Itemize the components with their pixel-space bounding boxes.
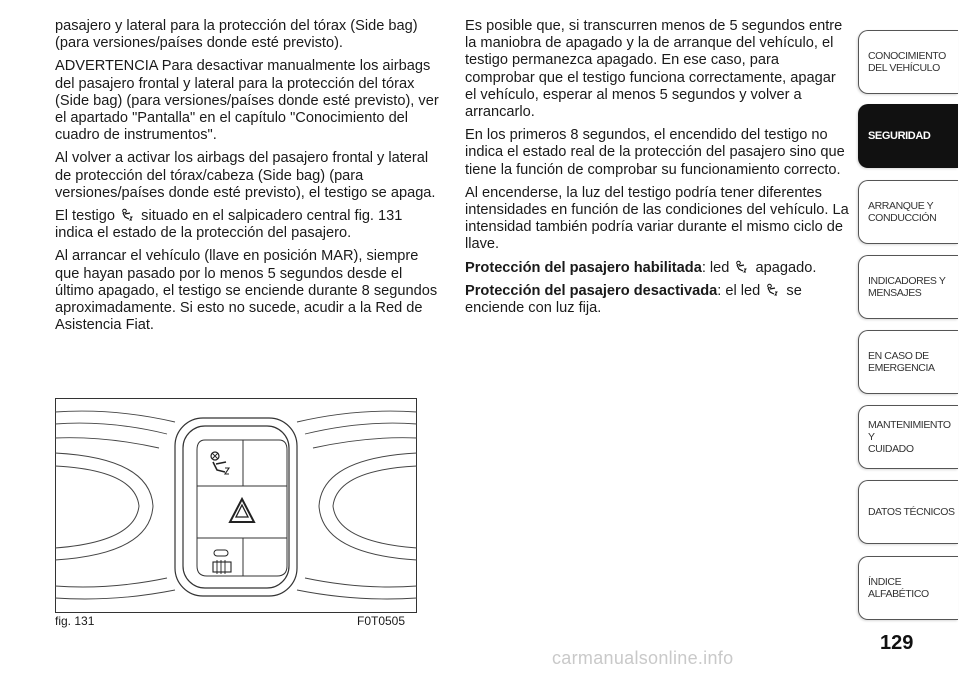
page-number: 129 bbox=[880, 632, 914, 654]
figure-code: F0T0505 bbox=[357, 614, 406, 628]
tab-indice-alfabetico[interactable] bbox=[858, 556, 958, 620]
paragraph: Al arrancar el vehículo (llave en posición MAR), siempre que hayan pasado por lo menos 5 segundos desde el último apagado, el testigo se enciende durante 8 segundos aproximadamente. Si esto no sucede, acudir a la Red de Asistencia Fiat. bbox=[55, 248, 438, 334]
paragraph: pasajero y lateral para la protección del tórax (Side bag) (para versiones/países donde esté previsto). bbox=[55, 18, 418, 52]
paragraph: Es posible que, si transcurren menos de 5 segundos entre la maniobra de apagado y la de arranque del vehículo, el testigo permanezca apagado. En ese caso, para comprobar que el testigo funciona correctamente, apagar el vehículo, esperar al menos 5 segundos y volver a arrancarlo. bbox=[465, 18, 843, 121]
tab-label: EN CASO DE EMERGENCIA bbox=[868, 350, 935, 374]
passenger-airbag-off-icon bbox=[735, 260, 749, 274]
watermark-text: carmanualsonline.info bbox=[552, 648, 734, 668]
tab-label: CONOCIMIENTO DEL VEHÍCULO bbox=[868, 50, 946, 74]
paragraph bbox=[465, 283, 850, 317]
tab-emergencia[interactable] bbox=[858, 330, 958, 394]
tab-seguridad[interactable] bbox=[858, 104, 958, 168]
tab-conocimiento-vehiculo[interactable] bbox=[858, 30, 958, 94]
tab-arranque-conduccion[interactable] bbox=[858, 180, 958, 244]
paragraph: Al encenderse, la luz del testigo podría tener diferentes intensidades en función de las condiciones del vehículo. La intensidad también podría variar durante el mismo ciclo de llave. bbox=[465, 184, 849, 253]
text: se enciende con luz fija. bbox=[465, 282, 802, 317]
paragraph bbox=[465, 260, 850, 277]
tab-indicadores-mensajes[interactable] bbox=[858, 255, 958, 319]
chapter-tabs bbox=[858, 0, 960, 678]
passenger-airbag-off-icon bbox=[766, 283, 780, 297]
paragraph: ADVERTENCIA Para desactivar manualmente los airbags del pasajero frontal y lateral para la protección del tórax (Side bag) (para versiones/países donde esté previsto), ver el apartado "Pantalla" en el capítulo "Conocimiento del cuadro de instrumentos". bbox=[55, 58, 439, 144]
tab-label: ÍNDICE ALFABÉTICO bbox=[868, 576, 929, 600]
text: El testigo bbox=[55, 208, 116, 225]
tab-label: INDICADORES Y MENSAJES bbox=[868, 275, 946, 299]
tab-label: DATOS TÉCNICOS bbox=[868, 506, 955, 518]
paragraph: En los primeros 8 segundos, el encendido del testigo no indica el estado real de la protección del pasajero sino que tiene la función de comprobar su funcionamiento correcto. bbox=[465, 127, 845, 178]
text: apagado. bbox=[755, 259, 817, 276]
paragraph bbox=[55, 208, 443, 242]
tab-label: SEGURIDAD bbox=[868, 130, 931, 142]
text: : led bbox=[701, 259, 730, 276]
right-column bbox=[465, 18, 850, 323]
bold-term: Protección del pasajero desactivada bbox=[465, 282, 718, 299]
text: : el led bbox=[717, 282, 761, 299]
tab-label: MANTENIMIENTO Y CUIDADO bbox=[868, 419, 951, 455]
text: situado en el salpicadero central fig. 131 indica el estado de la protección del pasajero. bbox=[55, 208, 403, 242]
bold-term: Protección del pasajero habilitada bbox=[465, 259, 702, 276]
left-column bbox=[55, 18, 443, 340]
dashboard-center-console-figure bbox=[55, 398, 417, 613]
tab-label: ARRANQUE Y CONDUCCIÓN bbox=[868, 200, 937, 224]
passenger-airbag-off-icon bbox=[121, 208, 135, 222]
tab-mantenimiento-cuidado[interactable] bbox=[858, 405, 958, 469]
figure-number: fig. 131 bbox=[55, 614, 95, 628]
paragraph: Al volver a activar los airbags del pasajero frontal y lateral de protección del tórax/cabeza (Side bag) (para versiones/países donde esté previsto), el testigo se apaga. bbox=[55, 150, 436, 201]
tab-datos-tecnicos[interactable] bbox=[858, 480, 958, 544]
